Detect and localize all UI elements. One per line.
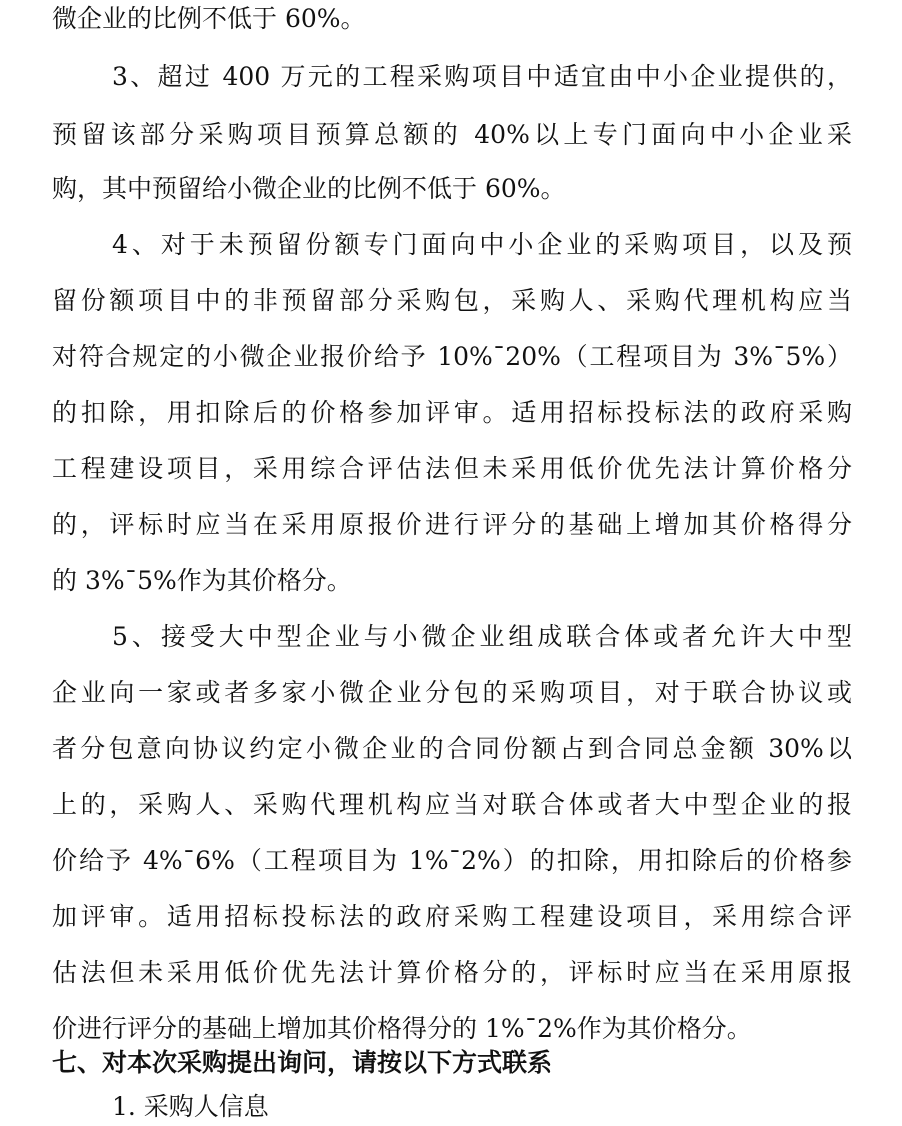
- paragraph-line: 3、超过 400 万元的工程采购项目中适宜由中小企业提供的，: [112, 62, 852, 91]
- paragraph-line: 4、对于未预留份额专门面向中小企业的采购项目，以及预: [112, 230, 852, 259]
- paragraph-line: 上的，采购人、采购代理机构应当对联合体或者大中型企业的报: [52, 790, 852, 819]
- paragraph-line: 微企业的比例不低于 60%。: [52, 4, 366, 33]
- paragraph-line: 价给予 4%¯6%（工程项目为 1%¯2%）的扣除，用扣除后的价格参: [52, 846, 852, 875]
- paragraph-line: 的，评标时应当在采用原报价进行评分的基础上增加其价格得分: [52, 510, 852, 539]
- section-heading: 七、对本次采购提出询问，请按以下方式联系: [52, 1048, 553, 1077]
- paragraph-line: 价进行评分的基础上增加其价格得分的 1%¯2%作为其价格分。: [52, 1014, 752, 1043]
- paragraph-line: 预留该部分采购项目预算总额的 40%以上专门面向中小企业采: [52, 120, 852, 149]
- paragraph-line: 的扣除，用扣除后的价格参加评审。适用招标投标法的政府采购: [52, 398, 852, 427]
- paragraph-line: 5、接受大中型企业与小微企业组成联合体或者允许大中型: [112, 622, 852, 651]
- paragraph-line: 企业向一家或者多家小微企业分包的采购项目，对于联合协议或: [52, 678, 852, 707]
- paragraph-line: 购，其中预留给小微企业的比例不低于 60%。: [52, 174, 566, 203]
- paragraph-line: 的 3%¯5%作为其价格分。: [52, 566, 352, 595]
- paragraph-line: 者分包意向协议约定小微企业的合同份额占到合同总金额 30%以: [52, 734, 852, 763]
- paragraph-line: 留份额项目中的非预留部分采购包，采购人、采购代理机构应当: [52, 286, 852, 315]
- paragraph-line: 对符合规定的小微企业报价给予 10%¯20%（工程项目为 3%¯5%）: [52, 342, 852, 371]
- paragraph-line: 估法但未采用低价优先法计算价格分的，评标时应当在采用原报: [52, 958, 852, 987]
- paragraph-line: 加评审。适用招标投标法的政府采购工程建设项目，采用综合评: [52, 902, 852, 931]
- subsection-heading: 1. 采购人信息: [112, 1092, 269, 1121]
- paragraph-line: 工程建设项目，采用综合评估法但未采用低价优先法计算价格分: [52, 454, 852, 483]
